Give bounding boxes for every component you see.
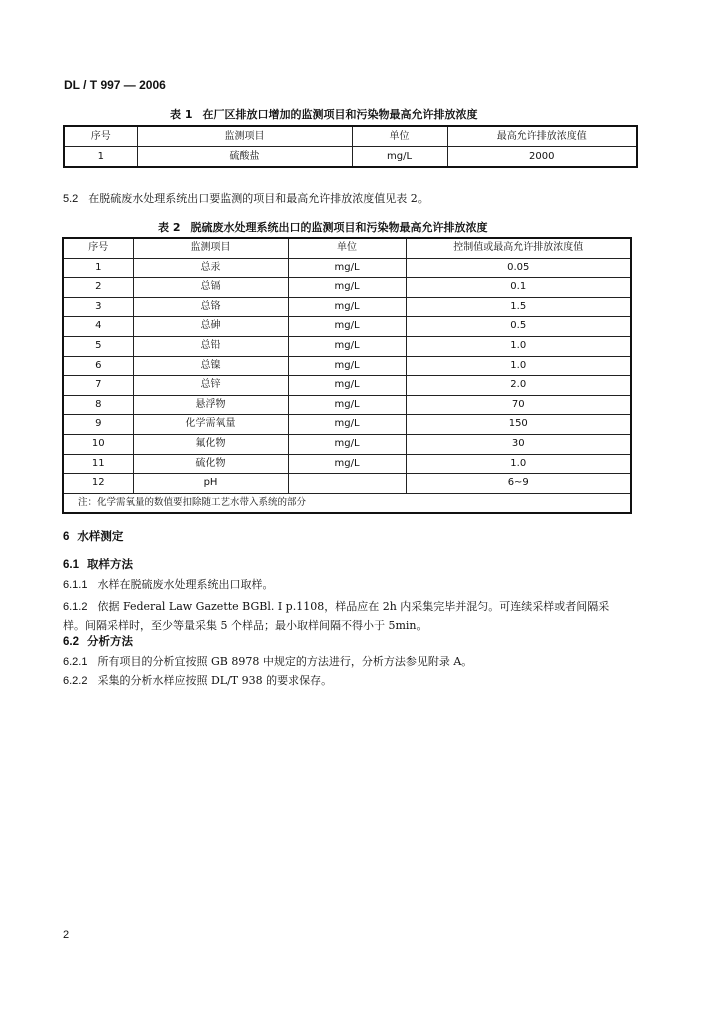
section-number: 6 xyxy=(63,531,70,543)
clause-6-1-2-cont xyxy=(63,617,428,633)
clause-number: 5.2 xyxy=(63,193,79,205)
table-cell: mg/L xyxy=(288,297,406,317)
clause-6-1-2 xyxy=(63,598,609,614)
table-cell: 7 xyxy=(63,376,133,396)
table-cell: 8 xyxy=(63,395,133,415)
table-cell: 1.5 xyxy=(406,297,631,317)
table-row xyxy=(63,376,631,396)
table-cell: 总铬 xyxy=(133,297,288,317)
table-row xyxy=(63,474,631,494)
table-cell: 总铅 xyxy=(133,336,288,356)
table-cell: 1.0 xyxy=(406,454,631,474)
table1-caption xyxy=(170,106,477,122)
table-header-row xyxy=(64,126,637,147)
header-cell: 序号 xyxy=(63,238,133,258)
table-cell: mg/L xyxy=(288,395,406,415)
table-cell: mg/L xyxy=(288,434,406,454)
table-cell: 1 xyxy=(64,147,137,168)
table1-number: 表 1 xyxy=(170,108,193,121)
section-number: 6.1 xyxy=(63,559,79,571)
table-cell: 1.0 xyxy=(406,336,631,356)
clause-5-2 xyxy=(63,190,429,206)
table-cell: pH xyxy=(133,474,288,494)
table-cell: 总砷 xyxy=(133,317,288,337)
table-cell: 硫化物 xyxy=(133,454,288,474)
table-note-row xyxy=(63,493,631,513)
table-cell: mg/L xyxy=(288,278,406,298)
section-title: 水样测定 xyxy=(77,529,124,543)
header-cell: 单位 xyxy=(352,126,447,147)
table-row xyxy=(63,395,631,415)
table-cell: 5 xyxy=(63,336,133,356)
header-cell: 监测项目 xyxy=(137,126,352,147)
table2-caption xyxy=(158,219,487,235)
header-cell: 单位 xyxy=(288,238,406,258)
table-cell: 150 xyxy=(406,415,631,435)
clause-number: 6.1.2 xyxy=(63,601,88,613)
table-cell: 6~9 xyxy=(406,474,631,494)
header-cell: 监测项目 xyxy=(133,238,288,258)
table-row xyxy=(63,317,631,337)
table-row xyxy=(63,356,631,376)
table-row xyxy=(63,297,631,317)
header-cell: 序号 xyxy=(64,126,137,147)
table2-title: 脱硫废水处理系统出口的监测项目和污染物最高允许排放浓度 xyxy=(190,221,488,234)
table-cell: 70 xyxy=(406,395,631,415)
table-cell: mg/L xyxy=(288,415,406,435)
table-cell: 硫酸盐 xyxy=(137,147,352,168)
table-cell: 0.1 xyxy=(406,278,631,298)
table-header-row xyxy=(63,238,631,258)
clause-text-line2: 样。间隔采样时，至少等量采集 5 个样品；最小取样间隔不得小于 5min。 xyxy=(63,619,428,632)
table-row xyxy=(63,278,631,298)
table-row xyxy=(64,147,637,168)
header-cell: 控制值或最高允许排放浓度值 xyxy=(406,238,631,258)
table-cell: 11 xyxy=(63,454,133,474)
table-cell: 12 xyxy=(63,474,133,494)
clause-text: 水样在脱硫废水处理系统出口取样。 xyxy=(97,578,274,591)
table-cell: 总镉 xyxy=(133,278,288,298)
section-title: 取样方法 xyxy=(87,557,133,571)
clause-6-2-1 xyxy=(63,653,472,669)
table-cell: 4 xyxy=(63,317,133,337)
table-cell: 9 xyxy=(63,415,133,435)
table-row xyxy=(63,336,631,356)
table-cell: 2 xyxy=(63,278,133,298)
clause-text: 在脱硫废水处理系统出口要监测的项目和最高允许排放浓度值见表 2。 xyxy=(88,192,429,205)
table-row xyxy=(63,415,631,435)
table-row xyxy=(63,434,631,454)
table-cell: 10 xyxy=(63,434,133,454)
table-row xyxy=(63,258,631,278)
table-cell: mg/L xyxy=(288,336,406,356)
section-6-1-heading xyxy=(63,556,133,572)
clause-6-1-1 xyxy=(63,576,273,592)
section-6-heading xyxy=(63,528,123,544)
clause-number: 6.2.1 xyxy=(63,656,88,668)
table-cell: mg/L xyxy=(352,147,447,168)
clause-text: 采集的分析水样应按照 DL/T 938 的要求保存。 xyxy=(97,674,333,687)
clause-text: 所有项目的分析宜按照 GB 8978 中规定的方法进行，分析方法参见附录 A。 xyxy=(97,655,473,668)
standard-header: DL / T 997 — 2006 xyxy=(64,78,166,92)
clause-text-line1: 依据 Federal Law Gazette BGBl. I p.1108，样品应在 2h 内采集完毕并混匀。可连续采样或者间隔采 xyxy=(97,600,610,613)
clause-6-2-2 xyxy=(63,672,332,688)
table-cell xyxy=(288,474,406,494)
table-cell: mg/L xyxy=(288,356,406,376)
section-title: 分析方法 xyxy=(87,634,133,648)
table1 xyxy=(63,125,638,168)
table-cell: 悬浮物 xyxy=(133,395,288,415)
clause-number: 6.1.1 xyxy=(63,579,88,591)
clause-number: 6.2.2 xyxy=(63,675,88,687)
table1-title: 在厂区排放口增加的监测项目和污染物最高允许排放浓度 xyxy=(202,108,478,121)
table-cell: 1.0 xyxy=(406,356,631,376)
table-cell: 0.5 xyxy=(406,317,631,337)
table-cell: 氟化物 xyxy=(133,434,288,454)
table-cell: mg/L xyxy=(288,258,406,278)
table-note: 注：化学需氧量的数值要扣除随工艺水带入系统的部分 xyxy=(63,493,631,513)
table-cell: 2000 xyxy=(447,147,637,168)
table2 xyxy=(62,237,632,514)
table-cell: mg/L xyxy=(288,317,406,337)
table-cell: mg/L xyxy=(288,376,406,396)
table-cell: 总镍 xyxy=(133,356,288,376)
table-cell: 0.05 xyxy=(406,258,631,278)
table-cell: 3 xyxy=(63,297,133,317)
header-cell: 最高允许排放浓度值 xyxy=(447,126,637,147)
table-cell: 30 xyxy=(406,434,631,454)
table-cell: 6 xyxy=(63,356,133,376)
table-cell: 2.0 xyxy=(406,376,631,396)
table-cell: 1 xyxy=(63,258,133,278)
section-6-2-heading xyxy=(63,633,133,649)
table-cell: 总锌 xyxy=(133,376,288,396)
table-cell: 化学需氧量 xyxy=(133,415,288,435)
table2-number: 表 2 xyxy=(158,221,181,234)
section-number: 6.2 xyxy=(63,636,79,648)
page-number: 2 xyxy=(63,929,70,941)
table-cell: mg/L xyxy=(288,454,406,474)
table-cell: 总汞 xyxy=(133,258,288,278)
table-row xyxy=(63,454,631,474)
